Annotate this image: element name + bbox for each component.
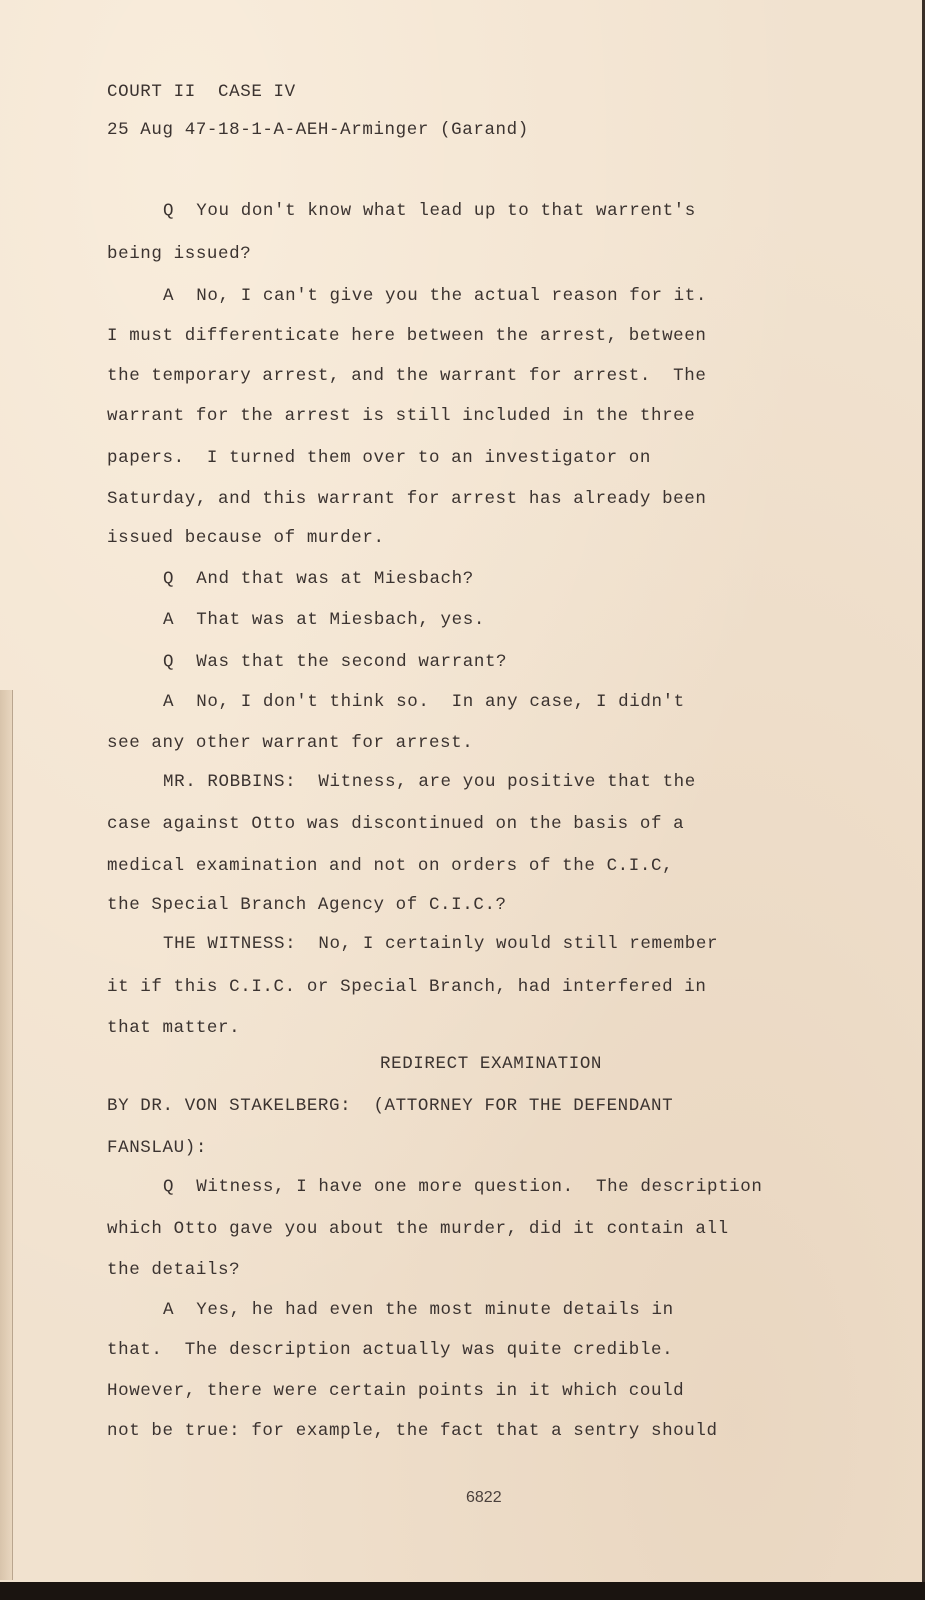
transcript-line: being issued? (107, 244, 252, 264)
transcript-line: the details? (107, 1260, 241, 1280)
transcript-line: issued because of murder. (107, 528, 385, 548)
transcript-line: A Yes, he had even the most minute details in (163, 1300, 674, 1320)
transcript-line: MR. ROBBINS: Witness, are you positive that the (163, 772, 696, 792)
transcript-line: Q Was that the second warrant? (163, 652, 508, 672)
transcript-line: that matter. (107, 1018, 241, 1038)
transcript-line: I must differenticate here between the arrest, between (107, 326, 707, 346)
transcript-line: BY DR. VON STAKELBERG: (ATTORNEY FOR THE DEFENDANT (107, 1096, 674, 1116)
transcript-line: warrant for the arrest is still included in the three (107, 406, 696, 426)
transcript-line: Q You don't know what lead up to that warrent's (163, 201, 696, 221)
transcript-line: Q Witness, I have one more question. The description (163, 1177, 763, 1197)
transcript-line: A That was at Miesbach, yes. (163, 610, 485, 630)
transcript-line: it if this C.I.C. or Special Branch, had interfered in (107, 977, 707, 997)
transcript-line: Q And that was at Miesbach? (163, 569, 474, 589)
section-heading: REDIRECT EXAMINATION (380, 1054, 603, 1074)
transcript-line: A No, I don't think so. In any case, I didn't (163, 692, 685, 712)
transcript-line: which Otto gave you about the murder, did it contain all (107, 1219, 729, 1239)
transcript-line: medical examination and not on orders of the C.I.C, (107, 856, 674, 876)
transcript-line: the temporary arrest, and the warrant for arrest. The (107, 366, 707, 386)
transcript-line: FANSLAU): (107, 1138, 207, 1158)
page-number: 6822 (466, 1489, 502, 1506)
transcript-line: that. The description actually was quite credible. (107, 1340, 674, 1360)
transcript-reference: 25 Aug 47-18-1-A-AEH-Arminger (Garand) (107, 120, 529, 140)
transcript-line: the Special Branch Agency of C.I.C.? (107, 895, 507, 915)
transcript-line: THE WITNESS: No, I certainly would still remember (163, 934, 719, 954)
transcript-line: Saturday, and this warrant for arrest has already been (107, 489, 707, 509)
transcript-line: However, there were certain points in it which could (107, 1381, 685, 1401)
transcript-line: see any other warrant for arrest. (107, 733, 474, 753)
page-torn-edge (0, 690, 13, 1580)
transcript-line: not be true: for example, the fact that a sentry should (107, 1421, 718, 1441)
transcript-line: papers. I turned them over to an investigator on (107, 448, 651, 468)
transcript-line: A No, I can't give you the actual reason for it. (163, 286, 707, 306)
transcript-line: case against Otto was discontinued on the basis of a (107, 814, 685, 834)
court-case-heading: COURT II CASE IV (107, 82, 296, 102)
